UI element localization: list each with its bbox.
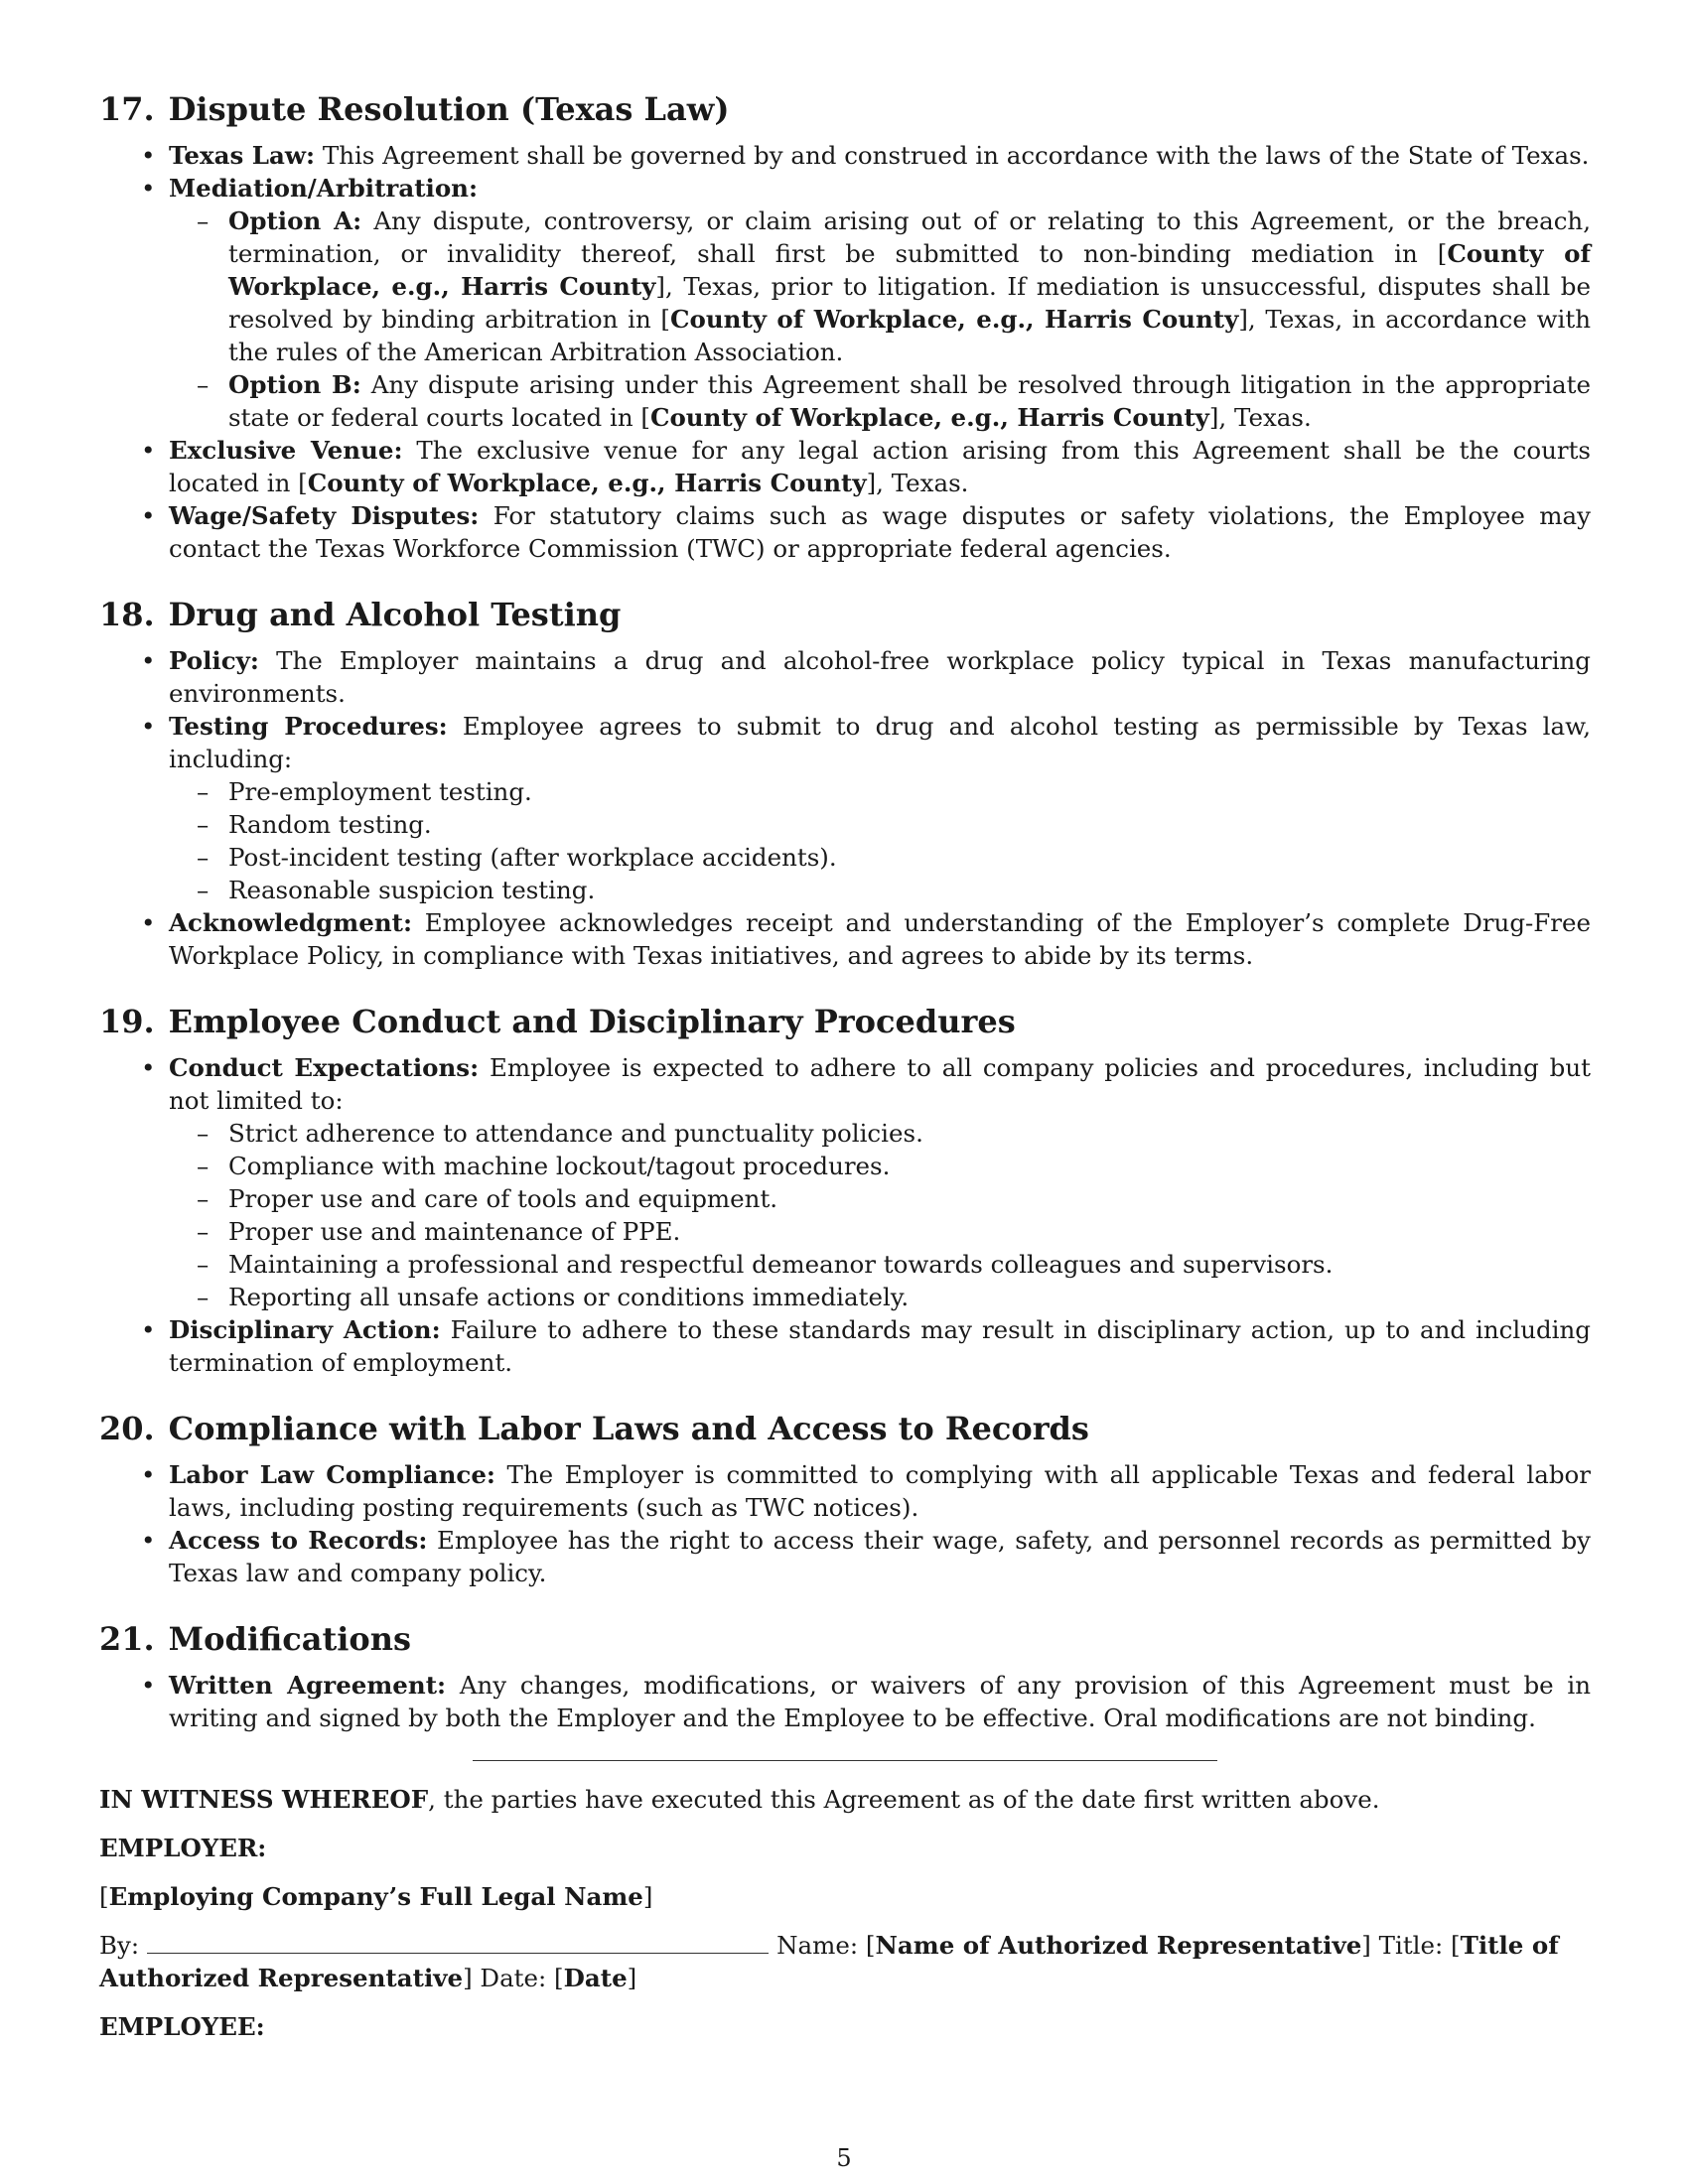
bullet-list bbox=[99, 139, 1591, 565]
page-number: 5 bbox=[836, 2144, 852, 2172]
section-21 bbox=[99, 1617, 1591, 1734]
sub-list-item: – Option B: Any dispute arising under this Agreement shall be resolved through litigation in the appropriate state or federal courts located in [County of Workplace, e.g., Harris County], Texas. bbox=[228, 368, 1591, 434]
section-heading: 18. Drug and Alcohol Testing bbox=[99, 596, 622, 633]
bullet-list bbox=[99, 1669, 1591, 1734]
list-item: • Labor Law Compliance: The Employer is committed to complying with all applicable Texas and federal labor laws, including posting requirements (such as TWC notices). bbox=[169, 1458, 1591, 1524]
signature-blank[interactable] bbox=[147, 1933, 769, 1954]
list-item: • Policy: The Employer maintains a drug and alcohol-free workplace policy typical in Texas manufacturing environments. bbox=[169, 644, 1591, 710]
list-item: • Texas Law: This Agreement shall be governed by and construed in accordance with the laws of the State of Texas. bbox=[169, 139, 1591, 172]
employer-signature-line: By: Name: [Name of Authorized Representative] Title: [Title of Authorized Representative] Date: [Date] bbox=[99, 1931, 1559, 1992]
sub-list-item: – Proper use and care of tools and equipment. bbox=[228, 1182, 1591, 1215]
list-item: • Disciplinary Action: Failure to adhere to these standards may result in disciplinary action, up to and including termination of employment. bbox=[169, 1313, 1591, 1379]
sub-list-item: – Option A: Any dispute, controversy, or claim arising out of or relating to this Agreement, or the breach, termination, or invalidity thereof, shall first be submitted to non-binding mediation in [County of Workplace, e.g., Harris County], Texas, prior to litigation. If mediation is unsuccessful, disputes shall be resolved by binding arbitration in [County of Workplace, e.g., Harris County], Texas, in accordance with the rules of the American Arbitration Association. bbox=[228, 205, 1591, 368]
list-item: • Exclusive Venue: The exclusive venue for any legal action arising from this Agreement shall be the courts located in [County of Workplace, e.g., Harris County], Texas. bbox=[169, 434, 1591, 499]
sub-list bbox=[169, 775, 1591, 906]
bullet-list bbox=[99, 1458, 1591, 1589]
section-19 bbox=[99, 1000, 1591, 1379]
bullet-list bbox=[99, 644, 1591, 972]
list-item: • Wage/Safety Disputes: For statutory claims such as wage disputes or safety violations, the Employee may contact the Texas Workforce Commission (TWC) or appropriate federal agencies. bbox=[169, 499, 1591, 565]
horizontal-rule bbox=[473, 1760, 1217, 1761]
sub-list-item: – Post-incident testing (after workplace accidents). bbox=[228, 841, 1591, 874]
employee-heading: EMPLOYEE: bbox=[99, 2012, 265, 2041]
bullet-list bbox=[99, 1051, 1591, 1379]
sub-list-item: – Compliance with machine lockout/tagout procedures. bbox=[228, 1150, 1591, 1182]
sub-list bbox=[169, 205, 1591, 434]
list-item: • Mediation/Arbitration: – Option A: Any dispute, controversy, or claim arising out of or relating to this Agreement, or the breach, termination, or invalidity thereof, shall first be submitted to non-binding mediation in [County of Workplace, e.g., Harris County], Texas, prior to litigation. If mediation is unsuccessful, disputes shall be resolved by binding arbitration in [County of Workplace, e.g., Harris County], Texas, in accordance with the rules of the American Arbitration Association. – Option B: Any dispute arising under this Agreement shall be resolved through litigation in the appropriate state or federal courts located in [County of Workplace, e.g., Harris County], Texas. bbox=[169, 172, 1591, 434]
sub-list bbox=[169, 1117, 1591, 1313]
list-item: • Access to Records: Employee has the right to access their wage, safety, and personnel records as permitted by Texas law and company policy. bbox=[169, 1524, 1591, 1589]
section-heading: 21. Modifications bbox=[99, 1620, 412, 1658]
signature-block bbox=[99, 1783, 1591, 2043]
sub-list-item: – Random testing. bbox=[228, 808, 1591, 841]
company-name: [Employing Company’s Full Legal Name] bbox=[99, 1882, 653, 1911]
section-17 bbox=[99, 87, 1591, 565]
list-item: • Testing Procedures: Employee agrees to submit to drug and alcohol testing as permissible by Texas law, including: – Pre-employment testing. – Random testing. – Post-incident testing (after workplace accidents). – Reasonable suspicion testing. bbox=[169, 710, 1591, 906]
employer-heading: EMPLOYER: bbox=[99, 1834, 267, 1862]
sub-list-item: – Reasonable suspicion testing. bbox=[228, 874, 1591, 906]
document-page bbox=[99, 87, 1591, 2059]
section-20 bbox=[99, 1407, 1591, 1589]
section-18 bbox=[99, 593, 1591, 972]
section-heading: 20. Compliance with Labor Laws and Access to Records bbox=[99, 1410, 1089, 1447]
list-item: • Written Agreement: Any changes, modifications, or waivers of any provision of this Agreement must be in writing and signed by both the Employer and the Employee to be effective. Oral modifications are not binding. bbox=[169, 1669, 1591, 1734]
sub-list-item: – Strict adherence to attendance and punctuality policies. bbox=[228, 1117, 1591, 1150]
sub-list-item: – Maintaining a professional and respectful demeanor towards colleagues and supervisors. bbox=[228, 1248, 1591, 1281]
sub-list-item: – Pre-employment testing. bbox=[228, 775, 1591, 808]
list-item: • Conduct Expectations: Employee is expected to adhere to all company policies and procedures, including but not limited to: – Strict adherence to attendance and punctuality policies. – Compliance with machine lockout/tagout procedures. – Proper use and care of tools and equipment. – Proper use and maintenance of PPE. – Maintaining a professional and respectful demeanor towards colleagues and supervisors. – Reporting all unsafe actions or conditions immediately. bbox=[169, 1051, 1591, 1313]
sub-list-item: – Proper use and maintenance of PPE. bbox=[228, 1215, 1591, 1248]
section-heading: 19. Employee Conduct and Disciplinary Procedures bbox=[99, 1003, 1016, 1040]
sub-list-item: – Reporting all unsafe actions or conditions immediately. bbox=[228, 1281, 1591, 1313]
list-item: • Acknowledgment: Employee acknowledges receipt and understanding of the Employer’s complete Drug-Free Workplace Policy, in compliance with Texas initiatives, and agrees to abide by its terms. bbox=[169, 906, 1591, 972]
witness-statement: IN WITNESS WHEREOF, the parties have executed this Agreement as of the date first written above. bbox=[99, 1785, 1380, 1814]
section-heading: 17. Dispute Resolution (Texas Law) bbox=[99, 90, 730, 128]
